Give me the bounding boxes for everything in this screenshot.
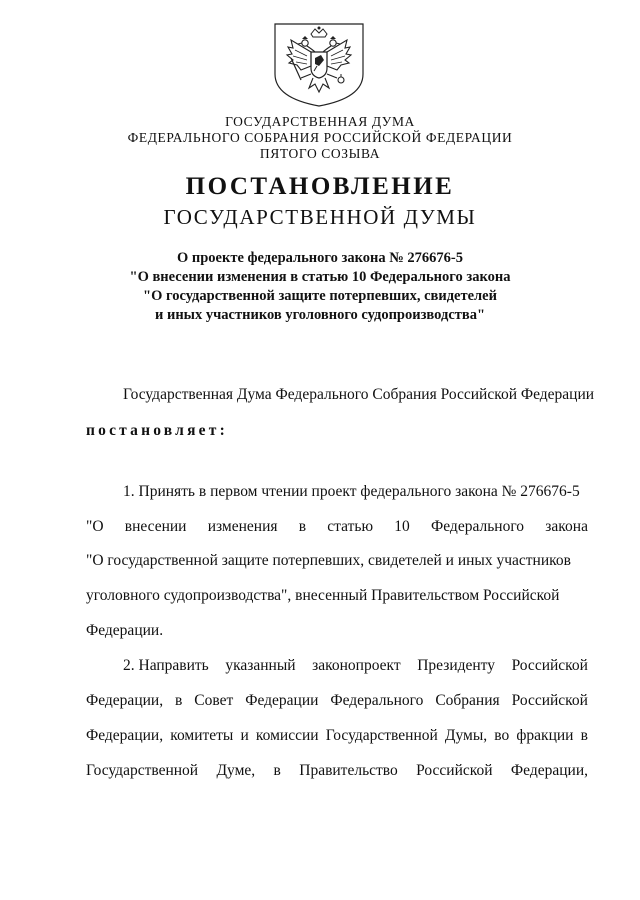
word: в [580,727,588,744]
word: комиссии [255,727,319,744]
word: указанный [225,657,296,674]
word: Совет [194,692,234,709]
word: и [240,727,249,744]
word: Российской [511,657,588,674]
word: законопроект [312,657,401,674]
word: Государственной [325,727,438,744]
word: в [273,762,281,779]
convocation-line: ПЯТОГО СОЗЫВА [259,146,381,161]
word: закона [545,518,588,535]
word: статью [327,518,374,535]
org-name-line-1: ГОСУДАРСТВЕННАЯ ДУМА [225,114,415,129]
subject-line-2: "О внесении изменения в статью 10 Федерального закона [129,269,511,285]
word: уголовного судопроизводства", внесенный Правительством Российской [86,587,560,604]
word: Думе, [216,762,256,779]
word: "О [86,518,104,535]
russian-coat-of-arms-icon [271,22,367,108]
word: Федерации, [510,762,588,779]
word: 2. Направить [123,657,209,674]
decree-colon: : [219,422,228,439]
paragraph-2-line-4 [86,761,588,781]
word: в [175,692,183,709]
word: 1. Принять в первом чтении проект федерального закона № 276676-5 [123,483,580,500]
word: в [298,518,307,535]
word: Российской [416,762,493,779]
word: фракции [516,727,574,744]
word: Думы, [444,727,488,744]
paragraph-1-line-3 [86,551,588,571]
word: Федерального [431,518,525,535]
word: Федерального [330,692,424,709]
word: Государственной [86,762,199,779]
word: Федерации, [86,692,164,709]
subject-line-4: и иных участников уголовного судопроизводства" [154,307,486,323]
decree-verb: постановляет [86,422,220,439]
word: Федерации, [86,727,164,744]
paragraph-1-line-4 [86,586,588,606]
paragraph-2-line-2 [86,691,588,711]
word: Федерации [245,692,319,709]
word: во [494,727,510,744]
paragraph-2-line-3 [86,726,588,746]
word: 10 [394,518,410,535]
decree-word [86,421,588,441]
word: Собрания [435,692,500,709]
document-title: ПОСТАНОВЛЕНИЕ [185,173,455,200]
word: Президенту [417,657,495,674]
word: "О государственной защите потерпевших, свидетелей и иных участников [86,552,571,569]
intro-paragraph: Государственная Дума Федерального Собрания Российской Федерации [123,386,595,403]
word: Российской [511,692,588,709]
subject-line-3: "О государственной защите потерпевших, свидетелей [143,288,497,304]
paragraph-2-line-1 [123,656,588,676]
org-name-line-2: ФЕДЕРАЛЬНОГО СОБРАНИЯ РОССИЙСКОЙ ФЕДЕРАЦИИ [127,130,513,145]
paragraph-1-line-2 [86,517,588,537]
document-subtitle: ГОСУДАРСТВЕННОЙ ДУМЫ [163,205,477,229]
word: внесении [124,518,187,535]
paragraph-1-line-1 [123,482,588,502]
paragraph-1-line-5: Федерации. [86,622,164,639]
subject-line-1: О проекте федерального закона № 276676-5 [176,250,464,266]
word: комитеты [170,727,234,744]
word: Правительство [299,762,398,779]
word: изменения [207,518,278,535]
